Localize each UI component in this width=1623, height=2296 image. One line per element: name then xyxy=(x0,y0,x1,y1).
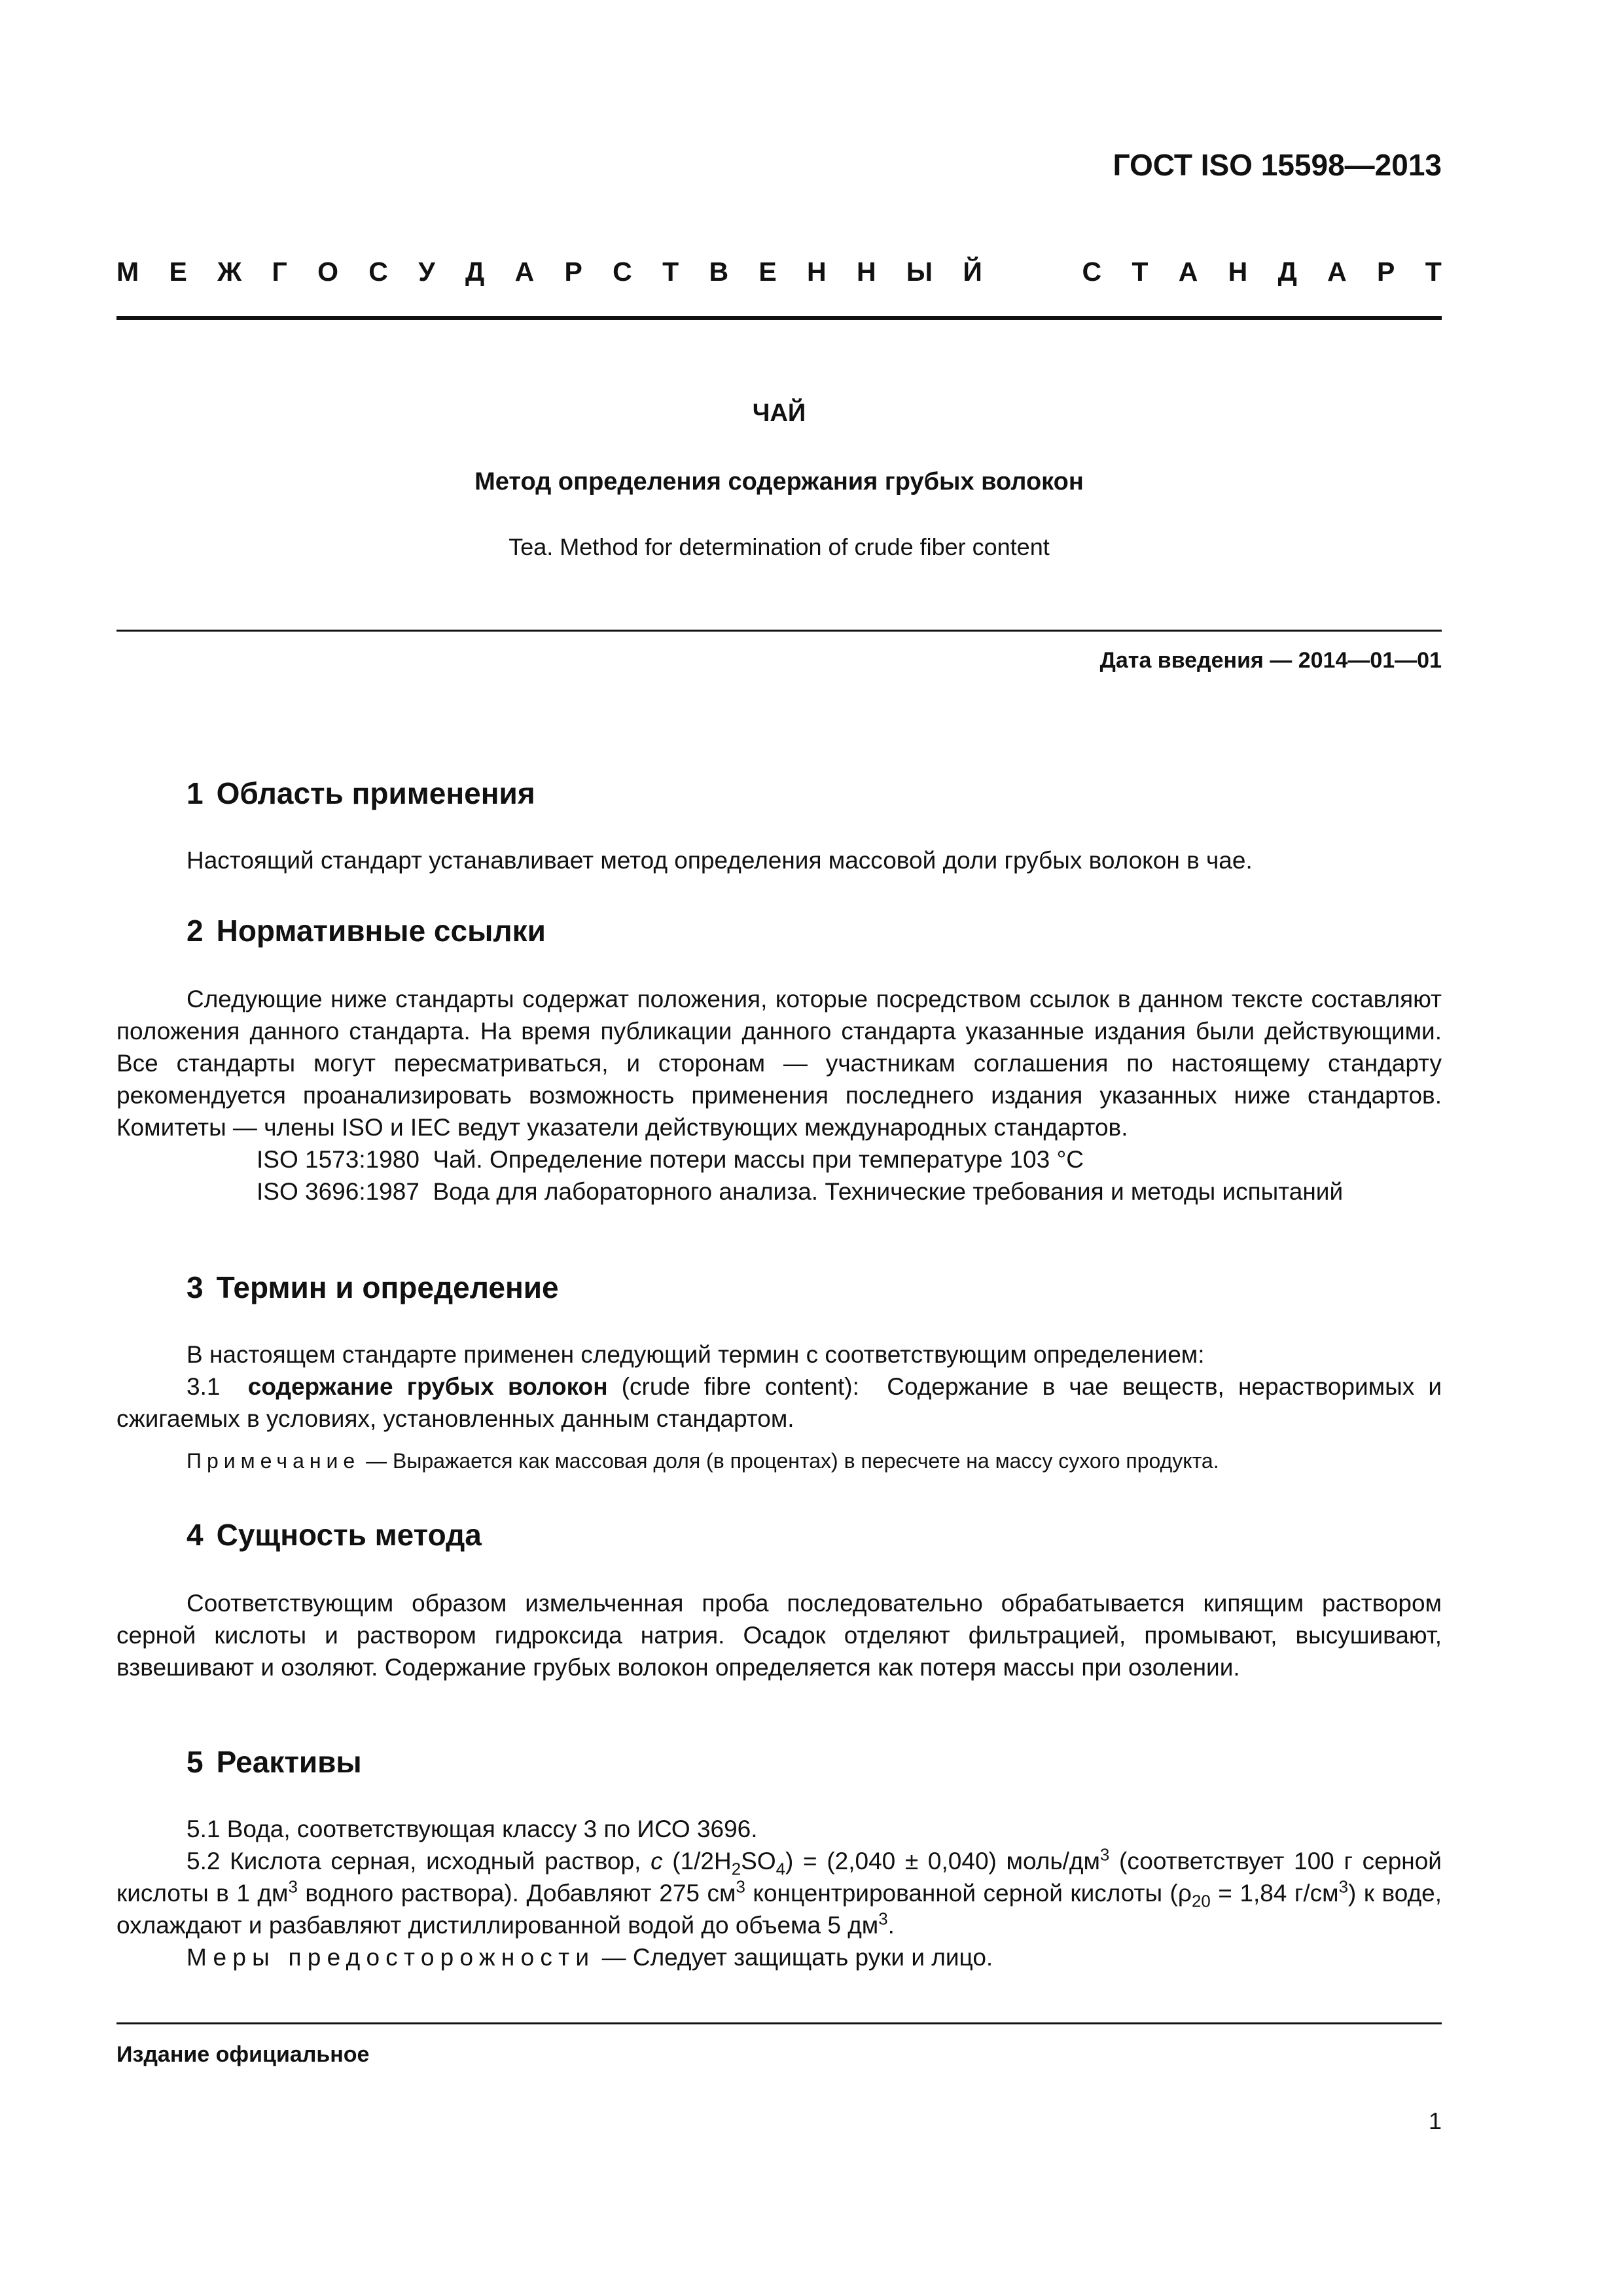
banner-letter: Н xyxy=(807,257,827,287)
term: содержание грубых волокон xyxy=(247,1373,608,1400)
document-subtitle: Метод определения содержания грубых волокон xyxy=(474,468,1084,495)
banner-letter: С xyxy=(368,257,388,287)
section-3-heading xyxy=(187,1270,559,1305)
note-label: Примечание xyxy=(187,1449,361,1473)
banner-letter: Т xyxy=(1132,257,1149,287)
banner-word-gap xyxy=(1012,257,1052,287)
banner-letter: Е xyxy=(169,257,187,287)
section-1-body xyxy=(116,844,1442,876)
section-title: Термин и определение xyxy=(216,1270,559,1304)
section-title: Область применения xyxy=(216,776,535,810)
section-number: 3 xyxy=(187,1270,204,1304)
term-number: 3.1 xyxy=(187,1373,221,1400)
banner-letter: Р xyxy=(1377,257,1395,287)
paragraph: В настоящем стандарте применен следующий термин с соответствующим определением: xyxy=(187,1341,1205,1368)
banner-letter: Й xyxy=(963,257,982,287)
paragraph: Следующие ниже стандарты содержат положения, которые посредством ссылок в данном тексте составляют положения данного стандарта. На время публикации данного стандарта указанные издания были действующими. Все стандарты могут пересматриваться, и сторонам — участникам соглашения по настоящему стандарту рекомендуется проанализировать возможность применения последнего издания указанных ниже стандартов. Комитеты — члены ISO и IEC ведут указатели действующих международных стандартов. xyxy=(116,986,1442,1141)
banner-letter: У xyxy=(418,257,435,287)
banner-letter: Д xyxy=(465,257,485,287)
reference-title: Вода для лабораторного анализа. Технические требования и методы испытаний xyxy=(433,1178,1344,1205)
banner-letter: Т xyxy=(662,257,679,287)
standard-banner xyxy=(116,257,1442,287)
reference-code: ISO 1573:1980 xyxy=(257,1146,419,1173)
reference-code: ISO 3696:1987 xyxy=(257,1178,419,1205)
section-2-heading xyxy=(187,913,546,948)
banner-letter: А xyxy=(1178,257,1198,287)
section-title: Реактивы xyxy=(216,1745,362,1779)
banner-letter: Е xyxy=(758,257,777,287)
banner-letter: Г xyxy=(272,257,287,287)
banner-letter: С xyxy=(613,257,632,287)
footer-divider xyxy=(116,2022,1442,2024)
paragraph: Настоящий стандарт устанавливает метод определения массовой доли грубых волокон в чае. xyxy=(187,847,1253,874)
section-1-heading xyxy=(187,776,535,811)
paragraph: Соответствующим образом измельченная проба последовательно обрабатывается кипящим раствором серной кислоты и раствором гидроксида натрия. Осадок отделяют фильтрацией, промывают, высушивают, взвешивают и озоляют. Содержание грубых волокон определяется как потеря массы при озолении. xyxy=(116,1590,1442,1681)
banner-letter: С xyxy=(1082,257,1102,287)
banner-letter: Ж xyxy=(217,257,242,287)
section-2-body xyxy=(116,983,1442,1208)
title-divider xyxy=(116,630,1442,632)
official-edition-label: Издание официальное xyxy=(116,2042,370,2067)
reference-title: Чай. Определение потери массы при температуре 103 °C xyxy=(433,1146,1084,1173)
document-title: ЧАЙ xyxy=(752,399,806,427)
banner-letter: А xyxy=(1327,257,1347,287)
section-4-heading xyxy=(187,1517,482,1552)
banner-letter: В xyxy=(709,257,729,287)
banner-letter: Д xyxy=(1277,257,1297,287)
caution xyxy=(116,1941,1442,1973)
note xyxy=(116,1446,1442,1475)
caution-text: — Следует защищать руки и лицо. xyxy=(595,1944,993,1971)
english-title: Tea. Method for determination of crude fiber content xyxy=(508,533,1050,560)
banner-letter: А xyxy=(514,257,535,287)
introduction-date: Дата введения — 2014—01—01 xyxy=(1099,648,1442,673)
section-3-body xyxy=(116,1338,1442,1435)
section-4-body xyxy=(116,1587,1442,1683)
section-title: Нормативные ссылки xyxy=(216,914,546,948)
section-5-heading xyxy=(187,1744,362,1780)
reagent-item: 5.2 Кислота серная, исходный раствор, c $(1/2H_2SO_4) = (2,040 \pm 0,040)$ моль/$дм^3$ (соответствует 100 г серной кислоты в 1 $дм^3$ водного раствора). Добавляют 275 $см^3$ концентрированной серной кислоты ($\rho_{20} = 1,84$ $г/см^3$) к воде, охлаждают и разбавляют дистиллированной водой до объема 5 $дм^3$. xyxy=(116,1846,1442,1939)
banner-letter: Н xyxy=(856,257,876,287)
caution-label: Меры предосторожности xyxy=(187,1944,596,1971)
reagent-item: 5.1 Вода, соответствующая классу 3 по ИСО 3696. xyxy=(187,1816,758,1842)
banner-letter: Р xyxy=(564,257,582,287)
section-title: Сущность метода xyxy=(216,1518,482,1552)
banner-letter: М xyxy=(116,257,139,287)
reference-item xyxy=(116,1143,1442,1175)
term-english: (crude fibre content): xyxy=(621,1373,859,1400)
section-number: 1 xyxy=(187,776,204,810)
reference-item xyxy=(116,1175,1442,1208)
section-number: 4 xyxy=(187,1518,204,1552)
document-code: ГОСТ ISO 15598—2013 xyxy=(1113,148,1442,182)
term-definition xyxy=(116,1371,1442,1435)
note-text: — Выражается как массовая доля (в процентах) в пересчете на массу сухого продукта. xyxy=(360,1449,1219,1473)
section-number: 5 xyxy=(187,1745,204,1779)
page-number: 1 xyxy=(1428,2108,1442,2134)
banner-letter: Ы xyxy=(906,257,933,287)
banner-letter: Н xyxy=(1228,257,1248,287)
banner-letter: Т xyxy=(1425,257,1442,287)
definition: Содержание в чае веществ, нерастворимых и сжигаемых в условиях, установленных данным стандартом. xyxy=(116,1373,1442,1432)
section-number: 2 xyxy=(187,914,204,948)
banner-letter: О xyxy=(317,257,338,287)
section-5-body xyxy=(116,1813,1442,1973)
header-divider xyxy=(116,316,1442,320)
